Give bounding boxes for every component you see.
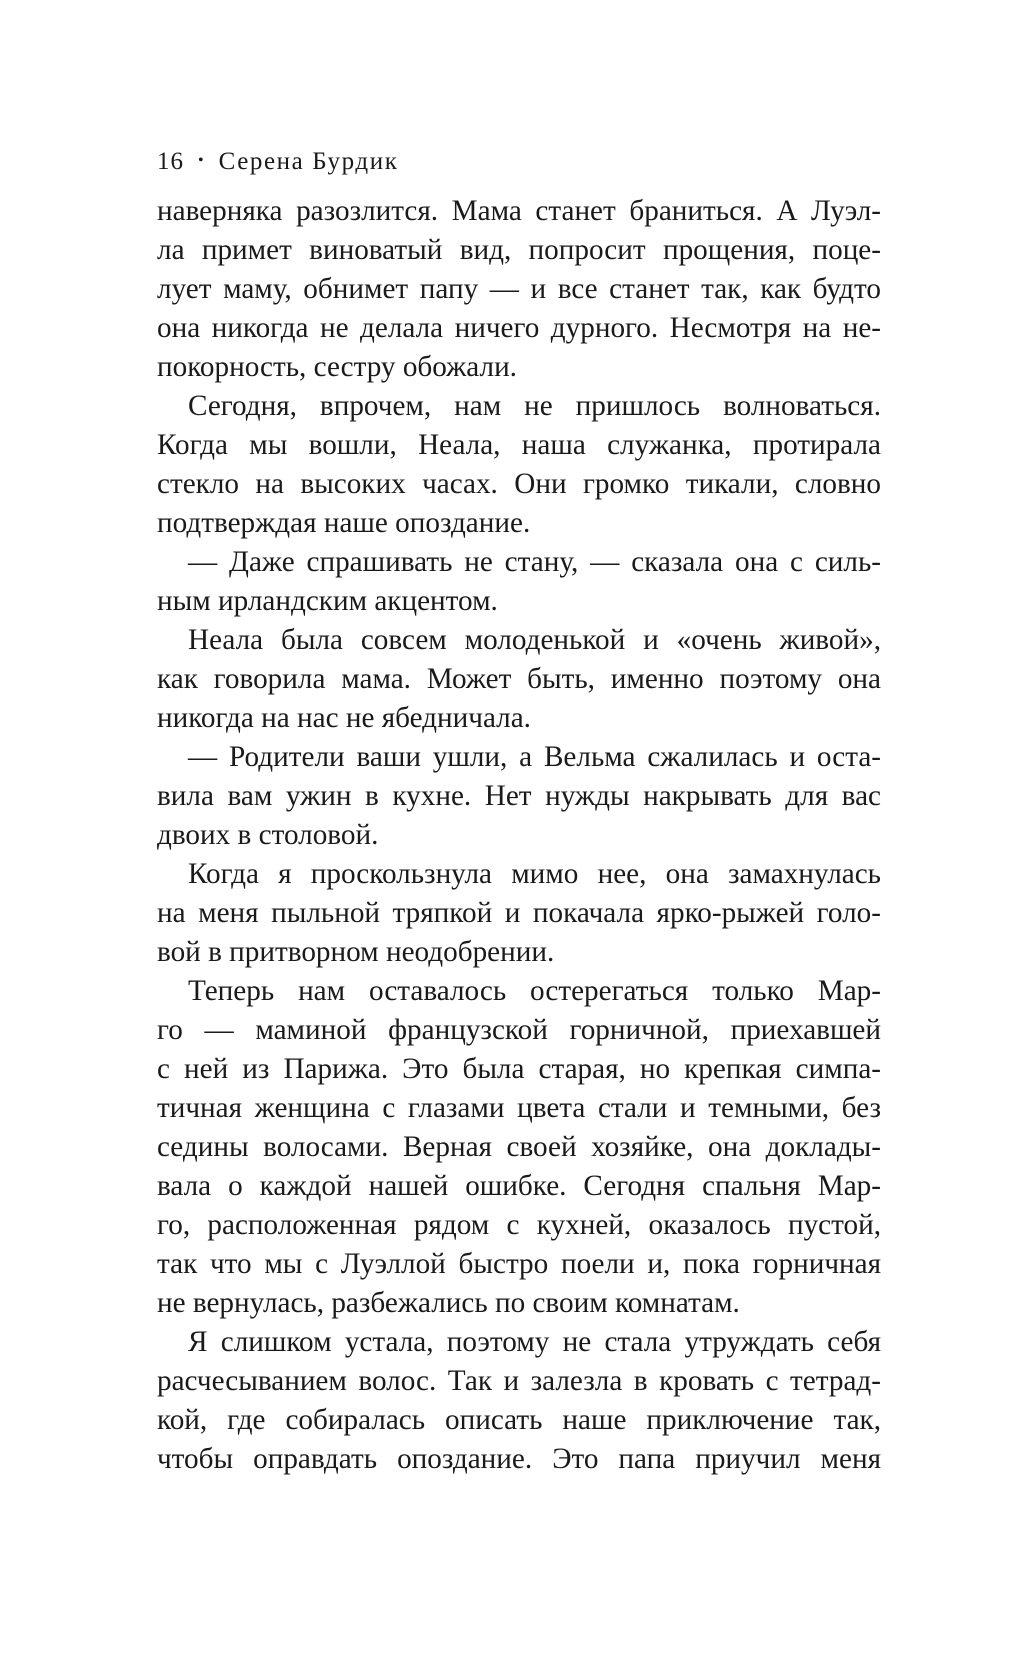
text-line: Неала была совсем молоденькой и «очень живой», bbox=[188, 624, 881, 656]
text-line: — Родители ваши ушли, а Вельма сжалилась и оста- bbox=[188, 741, 881, 773]
text-line: никогда на нас не ябедничала. bbox=[157, 702, 531, 734]
author-name: Серена Бурдик bbox=[218, 148, 399, 175]
paragraph bbox=[157, 738, 881, 855]
text-line: вила вам ужин в кухне. Нет нужды накрывать для вас bbox=[157, 780, 881, 812]
text-line: Когда мы вошли, Неала, наша служанка, протирала bbox=[157, 429, 881, 461]
book-page bbox=[157, 140, 881, 1479]
bullet-separator: • bbox=[198, 152, 205, 169]
text-line: как говорила мама. Может быть, именно поэтому она bbox=[157, 663, 881, 695]
paragraph bbox=[157, 972, 881, 1323]
text-line: ла примет виноватый вид, попросит прощения, поце- bbox=[157, 234, 881, 266]
text-line: расчесыванием волос. Так и залезла в кровать с тетрад- bbox=[157, 1365, 881, 1397]
paragraph bbox=[157, 192, 881, 387]
text-line: Теперь нам оставалось остерегаться только Мар- bbox=[188, 975, 881, 1007]
text-line: на меня пыльной тряпкой и покачала ярко-рыжей голо- bbox=[157, 897, 881, 929]
text-line: Я слишком устала, поэтому не стала утруждать себя bbox=[188, 1326, 881, 1358]
paragraph bbox=[157, 387, 881, 543]
text-line: седины волосами. Верная своей хозяйке, она доклады- bbox=[157, 1131, 881, 1163]
text-line: го, расположенная рядом с кухней, оказалось пустой, bbox=[157, 1209, 881, 1241]
paragraph bbox=[157, 543, 881, 621]
text-line: она никогда не делала ничего дурного. Несмотря на не- bbox=[157, 312, 881, 344]
text-line: чтобы оправдать опоздание. Это папа приучил меня bbox=[157, 1443, 881, 1475]
text-line: го — маминой французской горничной, приехавшей bbox=[157, 1014, 881, 1046]
text-line: вала о каждой нашей ошибке. Сегодня спальня Мар- bbox=[157, 1170, 881, 1202]
page-number: 16 bbox=[157, 148, 184, 175]
paragraph bbox=[157, 1323, 881, 1479]
text-line: двоих в столовой. bbox=[157, 819, 379, 851]
text-line: вой в притворном неодобрении. bbox=[157, 936, 555, 968]
text-line: так что мы с Луэллой быстро поели и, пока горничная bbox=[157, 1248, 881, 1280]
text-line: с ней из Парижа. Это была старая, но крепкая симпа- bbox=[157, 1053, 881, 1085]
text-line: подтверждая наше опоздание. bbox=[157, 507, 531, 539]
text-line: кой, где собиралась описать наше приключение так, bbox=[157, 1404, 881, 1436]
text-line: тичная женщина с глазами цвета стали и темными, без bbox=[157, 1092, 881, 1124]
text-line: ным ирландским акцентом. bbox=[157, 585, 498, 617]
paragraph bbox=[157, 855, 881, 972]
text-line: стекло на высоких часах. Они громко тикали, словно bbox=[157, 468, 881, 500]
running-head bbox=[157, 140, 881, 184]
text-line: наверняка разозлится. Мама станет браниться. А Луэл- bbox=[157, 195, 881, 227]
text-line: Сегодня, впрочем, нам не пришлось волноваться. bbox=[188, 390, 881, 422]
text-line: — Даже спрашивать не стану, — сказала она с силь- bbox=[188, 546, 881, 578]
paragraph bbox=[157, 621, 881, 738]
text-line: Когда я проскользнула мимо нее, она замахнулась bbox=[188, 858, 881, 890]
text-line: покорность, сестру обожали. bbox=[157, 351, 517, 383]
text-line: лует маму, обнимет папу — и все станет так, как будто bbox=[157, 273, 881, 305]
text-line: не вернулась, разбежались по своим комнатам. bbox=[157, 1287, 740, 1319]
body-text bbox=[157, 192, 881, 1479]
